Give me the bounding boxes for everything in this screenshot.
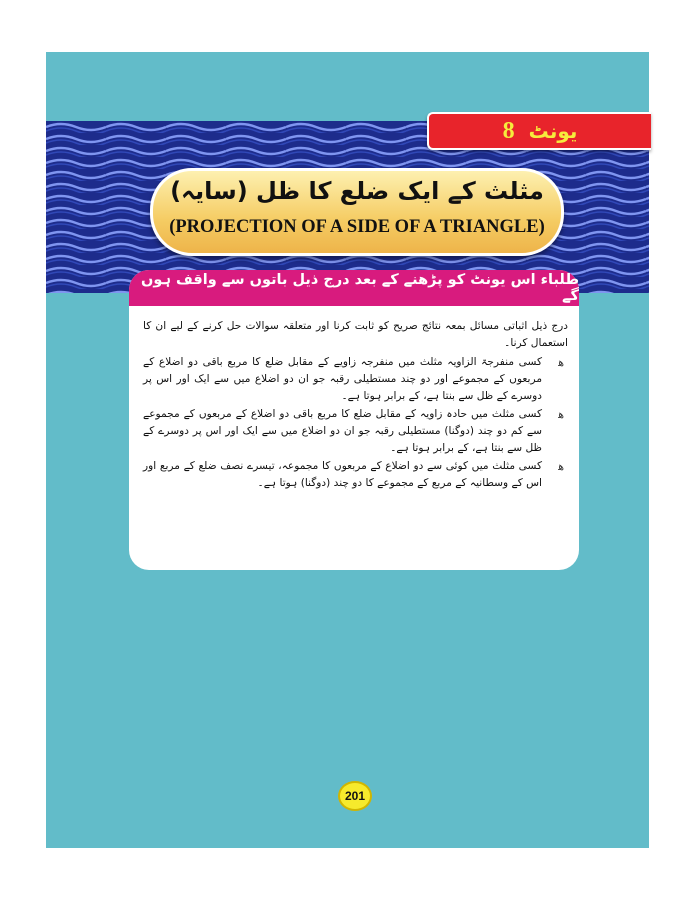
page-number: 201: [338, 781, 372, 811]
chapter-title-english: (PROJECTION OF A SIDE OF A TRIANGLE): [169, 217, 545, 237]
bullet-icon: ﻫ: [558, 460, 564, 473]
objectives-intro: درج ذیل اثباتی مسائل بمعہ نتائج صریح کو ثابت کرنا اور متعلقہ سوالات حل کرنے کے لیے ان کا استعمال کرنا۔: [143, 320, 568, 349]
bullet-icon: ﻫ: [558, 408, 564, 421]
list-item-text: کسی منفرجۃ الزاویہ مثلث میں منفرجہ زاویے کے مقابل ضلع کا مربع باقی دو اضلاع کے مربعوں کے مجموعے اور دو چند مستطیلی رقبہ جو ان دو اضلاع میں سے ایک اور اس پر دوسرے کے ظل سے بنتا ہے، کے برابر ہوتا ہے۔: [143, 356, 542, 402]
objectives-header: [129, 270, 579, 306]
objectives-body: [143, 318, 568, 493]
chapter-title-urdu: مثلث کے ایک ضلع کا ظل (سایہ): [170, 177, 544, 205]
unit-number: 8: [502, 117, 515, 144]
list-item: [143, 406, 568, 457]
list-item-text: کسی مثلث میں کوئی سے دو اضلاع کے مربعوں کا مجموعہ، تیسرے نصف ضلع کے مربع اور اس کے وسطانیہ کے مربع کے مجموعے کا دو چند (دوگنا) ہوتا ہے۔: [143, 460, 542, 489]
list-item: [143, 354, 568, 405]
list-item-text: کسی مثلث میں حادہ زاویہ کے مقابل ضلع کا مربع باقی دو اضلاع کے مربعوں کے مجموعے سے کم دو چند (دوگنا) مستطیلی رقبہ جو ان دو اضلاع میں سے ایک اور اس پر دوسرے کے ظل سے بنتا ہے، کے برابر ہوتا ہے۔: [143, 408, 542, 454]
unit-tab: [427, 112, 651, 150]
list-item: [143, 458, 568, 492]
unit-label: یونٹ: [528, 119, 578, 143]
bullet-icon: ﻫ: [558, 356, 564, 369]
objectives-heading: طلباء اس یونٹ کو پڑھنے کے بعد درج ذیل باتوں سے واقف ہوں گے: [141, 272, 579, 304]
chapter-title-banner: [150, 168, 564, 256]
